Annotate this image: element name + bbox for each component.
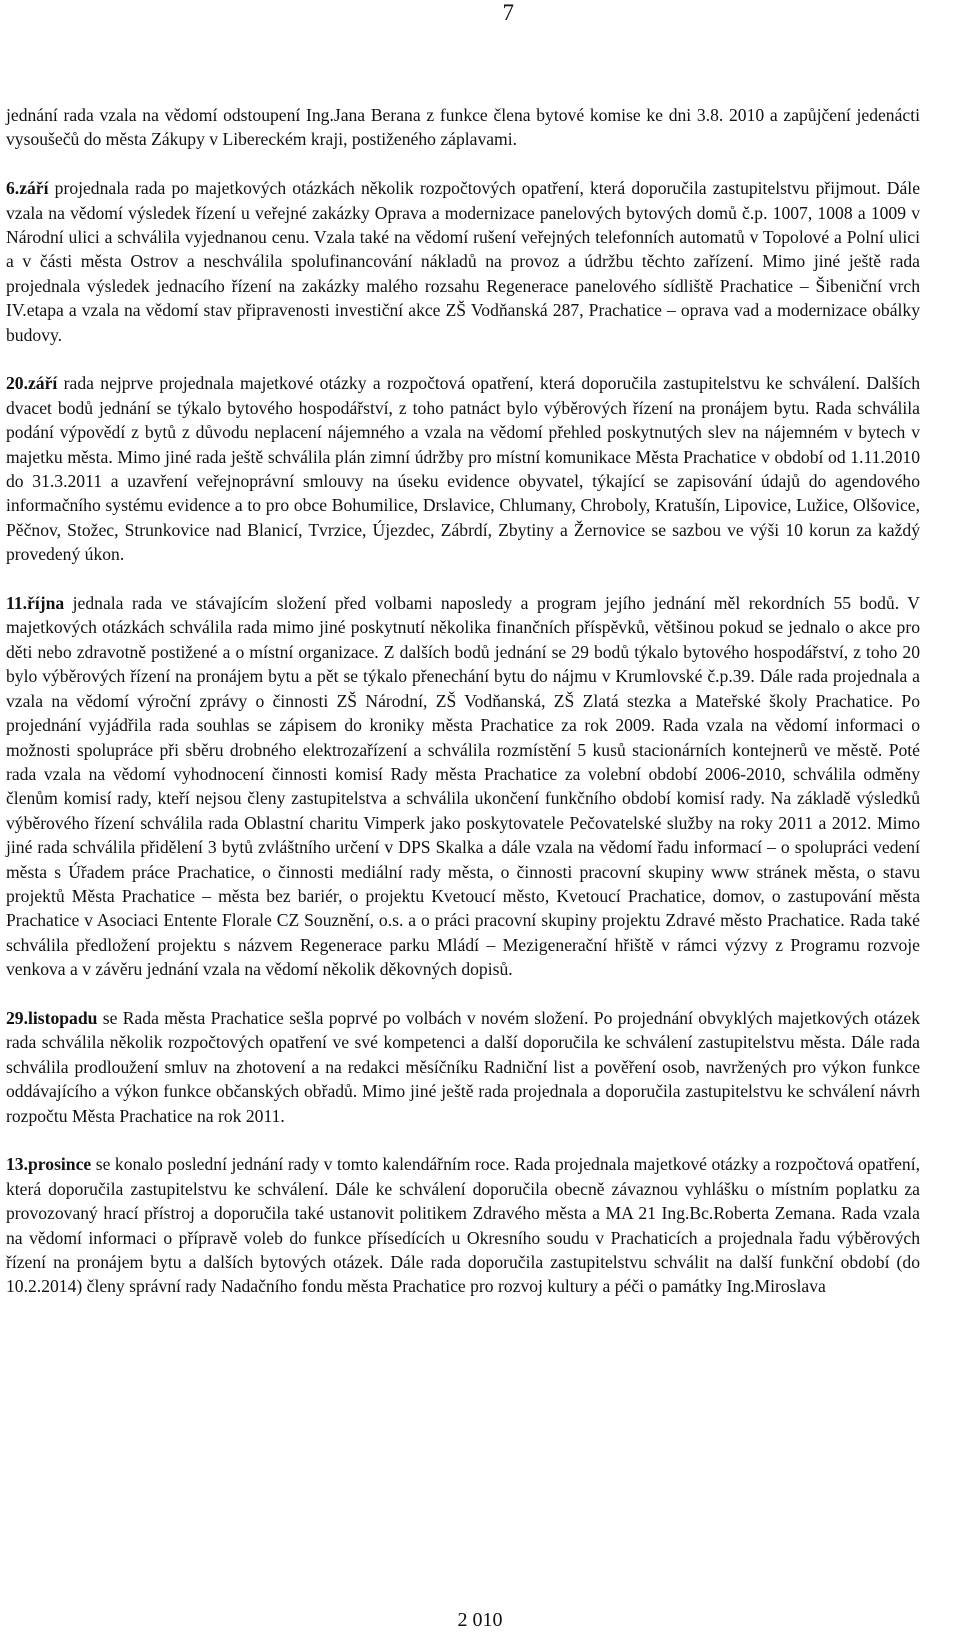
paragraph-20-zari <box>6 371 920 566</box>
date-heading: 20.září <box>6 373 58 394</box>
document-body <box>6 103 920 1323</box>
date-heading: 29.listopadu <box>6 1007 98 1028</box>
paragraph-text: se konalo poslední jednání rady v tomto kalendářním roce. Rada projednala majetkové otázky a rozpočtová opatření, která doporučila zastupitelstvu ke schválení. Dále ke schválení doporučila obecně závaznou vyhlášku o místním poplatku za provozovaný hrací přístroj a doporučila také ustanovit politikem Zdravého města a MA 21 Ing.Bc.Roberta Zemana. Rada vzala na vědomí informaci o přípravě voleb do funkce přísedících u Okresního soudu v Prachaticích a projednala řadu výběrových řízení na pronájem bytu a dalších bytových otázek. Dále rada doporučila zastupitelstvu schválit na další funkční období (do 10.2.2014) členy správní rady Nadačního fondu města Prachatice pro rozvoj kultury a péči o památky Ing.Miroslava <box>6 1154 920 1297</box>
date-heading: 11.října <box>6 593 65 614</box>
paragraph-intro <box>6 103 920 152</box>
date-heading: 13.prosince <box>6 1154 92 1175</box>
paragraph-13-prosince <box>6 1152 920 1298</box>
paragraph-text: rada nejprve projednala majetkové otázky a rozpočtová opatření, která doporučila zastupitelstvu ke schválení. Dalších dvacet bodů jednání se týkalo bytového hospodářství, z toho patnáct bylo výběrových řízení na pronájem bytu. Rada schválila podání výpovědí z bytů z důvodu neplacení nájemného a vzala na vědomí přehled poskytnutých slev na nájemném v bytech v majetku města. Mimo jiné rada ještě schválila plán zimní údržby pro místní komunikace Města Prachatice v období od 1.11.2010 do 31.3.2011 a uzavření veřejnoprávní smlouvy na úseku evidence obyvatel, týkající se zapisování údajů do agendového informačního systému evidence a to pro obce Bohumilice, Drslavice, Chlumany, Chroboly, Kratušín, Lipovice, Lužice, Olšovice, Pěčnov, Stožec, Strunkovice nad Blanicí, Tvrzice, Újezdec, Zábrdí, Zbytiny a Žernovice se sazbou ve výši 10 korun za každý provedený úkon. <box>6 373 920 565</box>
paragraph-29-listopadu <box>6 1006 920 1128</box>
paragraph-text: jednala rada ve stávajícím složení před volbami naposledy a program jejího jednání měl rekordních 55 bodů. V majetkových otázkách schválila rada mimo jiné poskytnutí několika finančních příspěvků, většinou pokud se jednalo o akce pro děti nebo zdravotně postižené a o místní organizace. Z dalších bodů jednání se 29 bodů týkalo bytového hospodářství, z toho 20 bylo výběrových řízení na pronájem bytu a pět se týkalo přenechání bytu do nájmu v Krumlovské č.p.39. Dále rada projednala a vzala na vědomí výroční zprávy o činnosti ZŠ Národní, ZŠ Vodňanská, ZŠ Zlatá stezka a Mateřské školy Prachatice. Po projednání vyjádřila rada souhlas se zápisem do kroniky města Prachatice za rok 2009. Rada vzala na vědomí informaci o možnosti spolupráce při sběru drobného elektrozařízení a schválila rozmístění 5 kusů stacionárních kontejnerů ve městě. Poté rada vzala na vědomí vyhodnocení činnosti komisí Rady města Prachatice za volební období 2006-2010, schválila odměny členům komisí rady, kteří nejsou členy zastupitelstva a schválila ukončení funkčního období komisí rady. Na základě výsledků výběrového řízení schválila rada Oblastní charitu Vimperk jako poskytovatele Pečovatelské služby na roky 2011 a 2012. Mimo jiné rada schválila přidělení 3 bytů zvláštního určení v DPS Skalka a dále vzala na vědomí řadu informací – o spolupráci vedení města s Úřadem práce Prachatice, o činnosti mediální rady města, o činnosti pracovní skupiny www stránek města, o stavu projektů Města Prachatice – města bez bariér, o projektu Kvetoucí město, Kvetoucí Prachatice, domov, o zastupování města Prachatice v Asociaci Entente Florale CZ Souznění, o.s. a o práci pracovní skupiny projektu Zdravé město Prachatice. Rada také schválila předložení projektu s názvem Regenerace parku Mládí – Mezigenerační hřiště v rámci výzvy z Programu rozvoje venkova a v závěru jednání vzala na vědomí několik děkovných dopisů. <box>6 593 920 980</box>
paragraph-text: se Rada města Prachatice sešla poprvé po volbách v novém složení. Po projednání obvyklých majetkových otázek rada schválila několik rozpočtových opatření ve své kompetenci a další doporučila ke schválení zastupitelstvu města. Dále rada schválila prodloužení smluv na zhotovení a na redakci měsíčníku Radniční list a pověření osob, navržených pro výkon funkce oddávajícího a výkon funkce občanských obřadů. Mimo jiné ještě rada projednala a doporučila zastupitelstvu ke schválení návrh rozpočtu Města Prachatice na rok 2011. <box>6 1007 920 1126</box>
date-heading: 6.září <box>6 178 49 199</box>
paragraph-text: projednala rada po majetkových otázkách několik rozpočtových opatření, která doporučila zastupitelstvu přijmout. Dále vzala na vědomí výsledek řízení u veřejné zakázky Oprava a modernizace panelových bytových domů č.p. 1007, 1008 a 1009 v Národní ulici a schválila vyjednanou cenu. Vzala také na vědomí rušení veřejných telefonních automatů v Topolové a Polní ulici a v části města Ostrov a neschválila spolufinancování nákladů na provoz a údržbu těchto zařízení. Mimo jiné ještě rada projednala výsledek jednacího řízení na zakázky malého rozsahu Regenerace panelového sídliště Prachatice – Šibeniční vrch IV.etapa a vzala na vědomí stav připravenosti investiční akce ZŠ Vodňanská 287, Prachatice – oprava vad a modernizace obálky budovy. <box>6 178 920 345</box>
paragraph-text: jednání rada vzala na vědomí odstoupení Ing.Jana Berana z funkce člena bytové komise ke dni 3.8. 2010 a zapůjčení jedenácti vysoušečů do města Zákupy v Libereckém kraji, postiženého záplavami. <box>6 105 920 150</box>
paragraph-11-rijna <box>6 591 920 982</box>
page-number: 7 <box>502 0 514 25</box>
page-footer: 2 010 <box>457 1609 503 1631</box>
paragraph-6-zari <box>6 176 920 347</box>
